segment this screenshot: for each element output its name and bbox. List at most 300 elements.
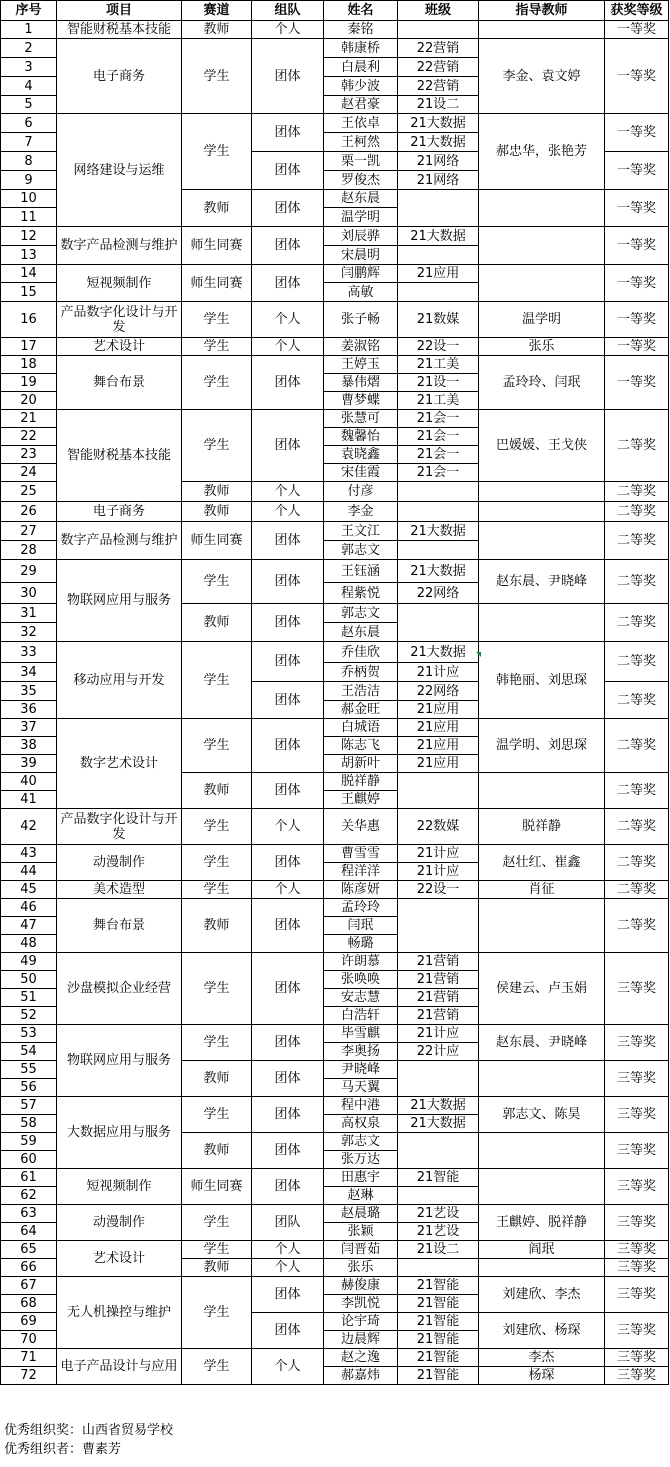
table-row [1,227,669,246]
table-row [1,502,669,522]
table-cell: 二等奖 [605,899,669,953]
table-cell: 论宇琦 [324,1313,398,1331]
table-cell: 二等奖 [605,719,669,773]
table-cell: 21工美 [398,356,479,374]
table-cell: 三等奖 [605,1259,669,1277]
table-cell: 二等奖 [605,560,669,604]
table-cell: 教师 [182,1259,252,1277]
table-cell: 52 [1,1007,57,1025]
table-row [1,809,669,845]
table-cell: 54 [1,1043,57,1061]
table-row [1,845,669,863]
table-cell: 团体 [252,227,324,265]
table-cell: 学生 [182,1349,252,1385]
table-cell: 个人 [252,1259,324,1277]
table-cell: 23 [1,446,57,464]
table-cell: 李金 [324,502,398,522]
table-cell: 一等奖 [605,227,669,265]
table-cell: 郭志文 [324,1133,398,1151]
table-cell: 学生 [182,1025,252,1061]
table-cell: 41 [1,791,57,809]
table-cell: 21艺设 [398,1205,479,1223]
table-cell: 二等奖 [605,642,669,682]
table-cell: 25 [1,482,57,502]
table-cell: 34 [1,663,57,682]
table-cell: 教师 [182,1133,252,1169]
table-cell: 一等奖 [605,190,669,227]
header-cell-team-type: 组队 [252,1,324,21]
table-cell: 62 [1,1187,57,1205]
table-cell: 师生同赛 [182,265,252,302]
table-cell: 物联网应用与服务 [57,1025,182,1097]
header-cell-award: 获奖等级 [605,1,669,21]
table-cell: 24 [1,464,57,482]
table-cell: 三等奖 [605,1025,669,1061]
table-cell: 宋晨明 [324,246,398,265]
table-cell [398,604,479,642]
table-cell: 一等奖 [605,338,669,356]
table-cell: 陈志飞 [324,737,398,755]
table-cell: 教师 [182,899,252,953]
table-cell: 李凯悦 [324,1295,398,1313]
table-cell: 21营销 [398,989,479,1007]
table-cell: 教师 [182,1061,252,1097]
table-cell: 韩少波 [324,77,398,96]
table-cell: 团体 [252,1277,324,1313]
table-row [1,881,669,899]
table-cell: 赵琳 [324,1187,398,1205]
table-cell: 大数据应用与服务 [57,1097,182,1169]
table-cell: 团体 [252,1097,324,1133]
table-cell: 二等奖 [605,604,669,642]
table-cell: 58 [1,1115,57,1133]
table-cell: 教师 [182,773,252,809]
table-row [1,1277,669,1295]
table-cell: 二等奖 [605,773,669,809]
table-cell: 21大数据 [398,1097,479,1115]
table-cell: 21营销 [398,1007,479,1025]
table-cell: 42 [1,809,57,845]
table-cell: 53 [1,1025,57,1043]
table-cell: 胡新叶 [324,755,398,773]
table-cell: 罗俊杰 [324,171,398,190]
table-cell: 温学明、刘思琛 [479,719,605,773]
table-cell: 21会一 [398,446,479,464]
table-cell: 三等奖 [605,1313,669,1349]
table-cell: 数字产品检测与维护 [57,227,182,265]
table-cell: 舞台布景 [57,899,182,953]
table-cell: 数字产品检测与维护 [57,522,182,560]
table-cell: 学生 [182,881,252,899]
table-cell: 团体 [252,899,324,953]
table-cell: 王依卓 [324,114,398,133]
table-cell: 37 [1,719,57,737]
table-cell: 44 [1,863,57,881]
table-cell: 学生 [182,642,252,719]
table-cell: 70 [1,1331,57,1349]
table-cell: 21智能 [398,1313,479,1331]
table-cell: 三等奖 [605,1097,669,1133]
table-cell [479,1133,605,1169]
table-cell [398,1187,479,1205]
table-cell: 57 [1,1097,57,1115]
table-cell: 21网络 [398,152,479,171]
table-cell: 学生 [182,1241,252,1259]
table-cell: 郝嘉炜 [324,1367,398,1385]
table-cell: 21会一 [398,464,479,482]
table-cell: 21智能 [398,1169,479,1187]
table-cell: 21设二 [398,1241,479,1259]
table-cell: 22 [1,428,57,446]
table-cell: 学生 [182,1205,252,1241]
table-cell: 郝金旺 [324,701,398,719]
table-cell: 艺术设计 [57,1241,182,1277]
table-cell: 6 [1,114,57,133]
table-cell: 三等奖 [605,1169,669,1205]
table-cell: 智能财税基本技能 [57,21,182,39]
table-cell: 教师 [182,21,252,39]
table-cell: 王浩洁 [324,682,398,701]
table-cell [479,1259,605,1277]
table-cell: 赵东晨、尹晓峰 [479,560,605,604]
table-cell: 团体 [252,410,324,482]
table-cell: 22设一 [398,881,479,899]
table-cell: 7 [1,133,57,152]
table-cell [479,482,605,502]
table-cell: 张慧可 [324,410,398,428]
table-cell: 团体 [252,719,324,773]
table-cell: 18 [1,356,57,374]
table-cell: 个人 [252,302,324,338]
table-cell: 温学明 [479,302,605,338]
table-cell: 温学明 [324,208,398,227]
table-cell: 22计应 [398,1043,479,1061]
table-cell: 赵君豪 [324,96,398,114]
table-cell: 21工美 [398,392,479,410]
table-cell: 韩康桥 [324,39,398,58]
table-cell: 12 [1,227,57,246]
header-row [1,1,669,21]
table-cell: 短视频制作 [57,265,182,302]
table-cell: 电子商务 [57,502,182,522]
table-cell: 团体 [252,642,324,682]
table-cell [479,265,605,302]
table-cell: 刘建欣、杨琛 [479,1313,605,1349]
table-cell: 电子商务 [57,39,182,114]
table-row [1,719,669,737]
table-cell: 安志慧 [324,989,398,1007]
table-cell: 45 [1,881,57,899]
table-cell: 李杰 [479,1349,605,1367]
table-cell: 团体 [252,39,324,114]
table-cell: 21网络 [398,171,479,190]
table-cell: 个人 [252,809,324,845]
table-cell: 刘建欣、李杰 [479,1277,605,1313]
table-cell: 个人 [252,502,324,522]
table-cell: 网络建设与运维 [57,114,182,227]
table-cell: 二等奖 [605,502,669,522]
table-cell [398,541,479,560]
table-cell [479,604,605,642]
table-row [1,560,669,583]
table-cell: 孟玲玲、闫珉 [479,356,605,410]
table-cell: 21大数据 [398,1115,479,1133]
table-cell [398,502,479,522]
table-cell: 一等奖 [605,302,669,338]
table-cell: 14 [1,265,57,283]
table-cell [398,21,479,39]
table-cell: 产品数字化设计与开发 [57,809,182,845]
table-cell: 22营销 [398,58,479,77]
table-cell: 47 [1,917,57,935]
table-cell: 学生 [182,39,252,114]
table-cell: 9 [1,171,57,190]
table-cell: 16 [1,302,57,338]
table-cell: 29 [1,560,57,583]
table-cell: 二等奖 [605,682,669,719]
table-cell: 团体 [252,356,324,410]
table-cell: 团体 [252,190,324,227]
table-cell: 教师 [182,502,252,522]
table-row [1,114,669,133]
table-row [1,338,669,356]
table-cell [398,899,479,953]
table-cell: 22数媒 [398,809,479,845]
table-cell: 沙盘模拟企业经营 [57,953,182,1025]
table-cell: 短视频制作 [57,1169,182,1205]
table-cell: 三等奖 [605,953,669,1025]
table-cell: 8 [1,152,57,171]
table-cell: 61 [1,1169,57,1187]
table-cell: 21应用 [398,719,479,737]
table-cell: 韩艳丽、刘思琛 [479,642,605,719]
table-cell: 移动应用与开发 [57,642,182,719]
table-cell: 赵东晨、尹晓峰 [479,1025,605,1061]
table-cell: 21会一 [398,410,479,428]
table-cell: 49 [1,953,57,971]
table-cell: 肖征 [479,881,605,899]
table-cell: 姜淑铭 [324,338,398,356]
table-cell: 63 [1,1205,57,1223]
table-cell: 21计应 [398,845,479,863]
table-cell: 赵晨璐 [324,1205,398,1223]
table-cell [479,1061,605,1097]
table-cell: 20 [1,392,57,410]
table-cell [398,482,479,502]
table-cell: 团体 [252,953,324,1025]
table-cell: 一等奖 [605,114,669,152]
table-cell: 个人 [252,338,324,356]
table-cell: 程洋洋 [324,863,398,881]
table-cell: 二等奖 [605,809,669,845]
table-cell: 65 [1,1241,57,1259]
table-cell: 教师 [182,482,252,502]
table-cell [398,246,479,265]
table-cell: 杨琛 [479,1367,605,1385]
cell-comment-marker [476,652,481,657]
table-cell: 无人机操控与维护 [57,1277,182,1349]
table-cell: 13 [1,246,57,265]
table-cell: 21会一 [398,428,479,446]
table-cell: 21数媒 [398,302,479,338]
table-cell: 17 [1,338,57,356]
table-cell: 舞台布景 [57,356,182,410]
table-cell: 师生同赛 [182,227,252,265]
table-row [1,265,669,283]
table-cell: 36 [1,701,57,719]
table-cell: 50 [1,971,57,989]
table-row [1,1169,669,1187]
table-cell: 团体 [252,1133,324,1169]
table-cell: 32 [1,623,57,642]
table-cell: 21应用 [398,701,479,719]
table-cell: 三等奖 [605,1277,669,1313]
table-cell: 产品数字化设计与开发 [57,302,182,338]
table-cell: 艺术设计 [57,338,182,356]
table-cell: 个人 [252,1349,324,1385]
table-cell: 乔柄贺 [324,663,398,682]
table-cell: 二等奖 [605,482,669,502]
table-cell: 21大数据 [398,114,479,133]
table-row [1,39,669,58]
table-cell: 师生同赛 [182,1169,252,1205]
table-cell: 许朗慕 [324,953,398,971]
table-cell: 22网络 [398,583,479,604]
table-cell: 21智能 [398,1367,479,1385]
table-row [1,1025,669,1043]
table-cell: 学生 [182,114,252,190]
table-cell: 11 [1,208,57,227]
table-row [1,1097,669,1115]
table-cell: 一等奖 [605,356,669,410]
table-cell: 团体 [252,265,324,302]
table-cell: 68 [1,1295,57,1313]
table-cell: 王麒婷 [324,791,398,809]
table-cell: 学生 [182,410,252,482]
table-cell: 三等奖 [605,1349,669,1367]
table-cell: 个人 [252,1241,324,1259]
table-cell: 21 [1,410,57,428]
table-cell: 栗一凯 [324,152,398,171]
table-cell [479,522,605,560]
table-cell: 付彦 [324,482,398,502]
table-cell: 秦铭 [324,21,398,39]
table-cell: 28 [1,541,57,560]
table-cell: 三等奖 [605,1367,669,1385]
table-cell: 张子畅 [324,302,398,338]
table-cell: 郝忠华，张艳芳 [479,114,605,190]
table-cell: 1 [1,21,57,39]
table-row [1,899,669,917]
table-cell: 21应用 [398,737,479,755]
table-cell: 袁晓鑫 [324,446,398,464]
table-cell: 团体 [252,604,324,642]
table-cell: 毕雪麒 [324,1025,398,1043]
table-cell: 一等奖 [605,21,669,39]
table-cell: 团体 [252,1025,324,1061]
table-cell: 22营销 [398,39,479,58]
table-row [1,1205,669,1223]
table-row [1,21,669,39]
table-cell: 动漫制作 [57,845,182,881]
table-cell: 个人 [252,881,324,899]
table-cell: 30 [1,583,57,604]
table-cell: 48 [1,935,57,953]
table-cell: 乔佳欣 [324,642,398,663]
table-cell: 21计应 [398,663,479,682]
table-cell [479,227,605,265]
table-cell: 72 [1,1367,57,1385]
table-cell: 21应用 [398,265,479,283]
header-cell-index: 序号 [1,1,57,21]
table-cell: 闫晋茹 [324,1241,398,1259]
table-cell: 4 [1,77,57,96]
table-cell: 51 [1,989,57,1007]
table-cell: 赵壮红、崔鑫 [479,845,605,881]
table-cell: 5 [1,96,57,114]
table-cell [479,502,605,522]
table-cell: 王柯然 [324,133,398,152]
table-cell: 21艺设 [398,1223,479,1241]
table-cell: 闫鹏辉 [324,265,398,283]
table-cell: 团体 [252,560,324,604]
table-cell: 38 [1,737,57,755]
table-cell: 21计应 [398,863,479,881]
table-cell: 15 [1,283,57,302]
table-cell: 21设一 [398,374,479,392]
table-cell: 21设二 [398,96,479,114]
table-cell: 尹晓峰 [324,1061,398,1079]
table-row [1,1241,669,1259]
table-cell: 王麒婷、脱祥静 [479,1205,605,1241]
table-cell: 10 [1,190,57,208]
table-cell: 35 [1,682,57,701]
table-cell: 教师 [182,190,252,227]
table-cell: 55 [1,1061,57,1079]
table-cell: 程紫悦 [324,583,398,604]
table-cell: 电子产品设计与应用 [57,1349,182,1385]
table-cell: 学生 [182,1097,252,1133]
table-cell: 21智能 [398,1349,479,1367]
table-cell: 团体 [252,773,324,809]
table-cell: 69 [1,1313,57,1331]
table-cell: 脱祥静 [479,809,605,845]
table-cell: 31 [1,604,57,623]
table-cell: 闫珉 [324,917,398,935]
table-cell: 学生 [182,338,252,356]
table-cell: 巴媛媛、王戈侠 [479,410,605,482]
table-cell: 三等奖 [605,1205,669,1241]
header-cell-name: 姓名 [324,1,398,21]
table-row [1,1349,669,1367]
table-cell: 陈彦妍 [324,881,398,899]
table-cell: 团体 [252,114,324,152]
table-row [1,410,669,428]
table-cell: 团体 [252,1313,324,1349]
table-cell: 学生 [182,953,252,1025]
table-cell: 71 [1,1349,57,1367]
table-cell: 暴伟熠 [324,374,398,392]
table-cell: 脱祥静 [324,773,398,791]
table-cell: 团体 [252,845,324,881]
table-row [1,356,669,374]
table-cell: 56 [1,1079,57,1097]
table-cell [479,1169,605,1205]
table-cell: 田惠宇 [324,1169,398,1187]
table-cell: 19 [1,374,57,392]
table-cell: 一等奖 [605,265,669,302]
table-cell: 白浩轩 [324,1007,398,1025]
